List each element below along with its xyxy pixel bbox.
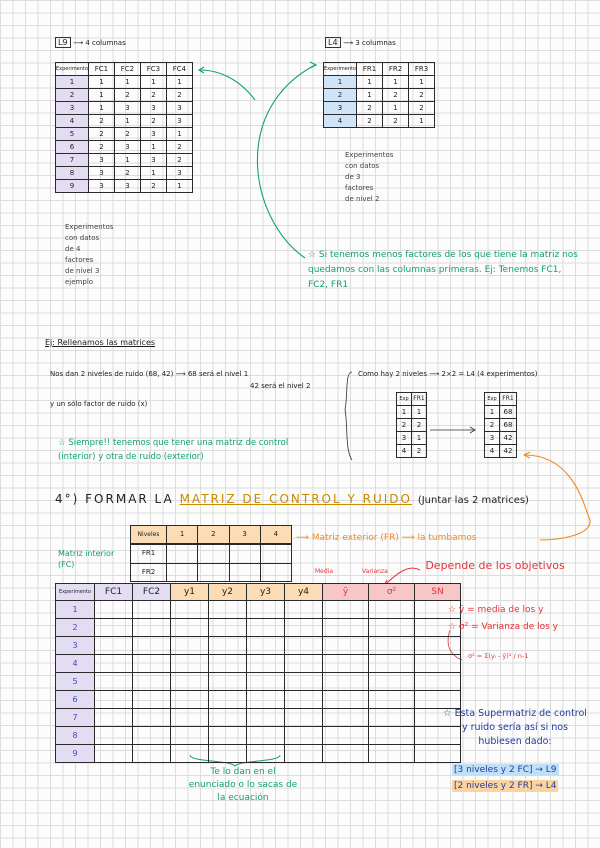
table-cell bbox=[133, 601, 171, 619]
table-cell bbox=[247, 691, 285, 709]
header-cell: ȳ bbox=[323, 584, 369, 601]
table-cell: 2 bbox=[140, 89, 166, 102]
table-cell bbox=[171, 709, 209, 727]
table-cell bbox=[323, 619, 369, 637]
table-cell: 1 bbox=[88, 102, 114, 115]
table-cell bbox=[369, 619, 415, 637]
table-cell: 68 bbox=[500, 419, 517, 432]
inner-matrix-label: Matriz interior (FC) bbox=[58, 549, 115, 569]
header-cell: FC1 bbox=[88, 63, 114, 76]
l9-heading: L9 ⟶ 4 columnas bbox=[55, 38, 126, 47]
table-cell bbox=[171, 655, 209, 673]
table-cell: 1 bbox=[397, 406, 412, 419]
table-row bbox=[485, 445, 517, 458]
table-cell: 2 bbox=[383, 115, 409, 128]
table-cell: 1 bbox=[140, 167, 166, 180]
table-cell bbox=[285, 709, 323, 727]
table-cell: 1 bbox=[166, 128, 192, 141]
table-cell bbox=[209, 691, 247, 709]
l4-label: L4 bbox=[325, 37, 341, 48]
table-cell bbox=[95, 637, 133, 655]
table-cell bbox=[323, 601, 369, 619]
table-cell: 4 bbox=[397, 445, 412, 458]
table-cell bbox=[95, 601, 133, 619]
table-cell: 1 bbox=[324, 76, 357, 89]
table-cell: 4 bbox=[56, 655, 95, 673]
table-cell bbox=[323, 637, 369, 655]
table-cell: 3 bbox=[88, 167, 114, 180]
table-row bbox=[56, 655, 461, 673]
header-cell: FR3 bbox=[409, 63, 435, 76]
table-cell bbox=[209, 709, 247, 727]
table-cell: 3 bbox=[114, 141, 140, 154]
l9-label: L9 bbox=[55, 37, 71, 48]
table-cell: 1 bbox=[140, 76, 166, 89]
table-cell: 4 bbox=[485, 445, 500, 458]
table-cell: 2 bbox=[140, 115, 166, 128]
header-cell: Experimento bbox=[324, 63, 357, 76]
table-cell: 42 bbox=[500, 432, 517, 445]
table-cell bbox=[415, 673, 461, 691]
table-cell: 9 bbox=[56, 745, 95, 763]
table-cell bbox=[247, 709, 285, 727]
header-cell: FR1 bbox=[500, 393, 517, 406]
table-cell: 1 bbox=[140, 141, 166, 154]
depende-note: Depende de los objetivos bbox=[425, 559, 565, 572]
example-title bbox=[45, 338, 155, 347]
table-cell: 3 bbox=[166, 167, 192, 180]
table-cell bbox=[323, 673, 369, 691]
table-row bbox=[397, 406, 427, 419]
table-cell bbox=[209, 619, 247, 637]
table-cell: 5 bbox=[56, 128, 89, 141]
table-cell bbox=[247, 619, 285, 637]
table-cell: 3 bbox=[56, 637, 95, 655]
l9-note: de 4 bbox=[65, 245, 81, 253]
fr-label: FR2 bbox=[131, 563, 167, 582]
table-cell: 68 bbox=[500, 406, 517, 419]
table-cell: 7 bbox=[56, 154, 89, 167]
table-cell: 1 bbox=[357, 76, 383, 89]
header-cell: SN bbox=[415, 584, 461, 601]
smallB-grid bbox=[484, 392, 517, 458]
table-cell bbox=[369, 637, 415, 655]
table-cell: 3 bbox=[88, 154, 114, 167]
variance-formula: σ² = Σ(yᵢ - ȳ)² / n-1 bbox=[468, 652, 529, 660]
table-cell bbox=[171, 691, 209, 709]
table-cell: 1 bbox=[357, 89, 383, 102]
table-cell bbox=[95, 709, 133, 727]
l9-arrow-text: 4 columnas bbox=[85, 39, 126, 47]
table-cell: 9 bbox=[56, 180, 89, 193]
table-cell bbox=[285, 691, 323, 709]
table-cell: 2 bbox=[324, 89, 357, 102]
tip-always: ☆ Siempre!! tenemos que tener una matriz de control (interior) y otra de ruido (exterior) bbox=[58, 438, 289, 462]
header-cell: σ² bbox=[369, 584, 415, 601]
section-number: 4°) bbox=[55, 492, 80, 506]
l4-note: con datos bbox=[345, 162, 380, 170]
l4-note: Experimentos bbox=[345, 151, 394, 159]
table-row bbox=[56, 619, 461, 637]
table-row bbox=[485, 432, 517, 445]
table-cell: 1 bbox=[114, 76, 140, 89]
table-cell: 8 bbox=[56, 727, 95, 745]
table-cell: 2 bbox=[409, 102, 435, 115]
table-cell: 2 bbox=[88, 128, 114, 141]
table-cell bbox=[209, 637, 247, 655]
table-cell bbox=[369, 727, 415, 745]
table-cell: 1 bbox=[166, 180, 192, 193]
bottom-note: Te lo dan en el enunciado o lo sacas de la ecuación bbox=[188, 767, 298, 803]
table-cell: 3 bbox=[88, 180, 114, 193]
level-cell: 1 bbox=[167, 526, 198, 544]
table-cell: 8 bbox=[56, 167, 89, 180]
fr-label: FR1 bbox=[131, 545, 167, 564]
table-row bbox=[56, 727, 461, 745]
table-cell bbox=[171, 637, 209, 655]
table-cell: 3 bbox=[56, 102, 89, 115]
example-title-text: Ej: Rellenamos las matrices bbox=[45, 338, 156, 347]
table-cell: 2 bbox=[56, 89, 89, 102]
section-highlight: MATRIZ DE CONTROL Y RUIDO bbox=[179, 492, 412, 506]
table-cell: 2 bbox=[166, 154, 192, 167]
outer-fr-table bbox=[130, 544, 292, 582]
table-cell: 1 bbox=[409, 76, 435, 89]
table-cell bbox=[209, 655, 247, 673]
header-cell: y2 bbox=[209, 584, 247, 601]
header-cell: y1 bbox=[171, 584, 209, 601]
table-cell: 3 bbox=[140, 102, 166, 115]
table-cell: 2 bbox=[88, 141, 114, 154]
outer-levels-table bbox=[130, 525, 292, 544]
l4-heading: L4 ⟶ 3 columnas bbox=[325, 38, 396, 47]
table-cell bbox=[171, 727, 209, 745]
table-cell bbox=[369, 709, 415, 727]
example-note: Como hay 2 niveles ⟶ 2×2 = L4 (4 experimentos) bbox=[358, 370, 538, 378]
table-cell: 1 bbox=[114, 154, 140, 167]
table-cell: 3 bbox=[166, 115, 192, 128]
header-cell: y4 bbox=[285, 584, 323, 601]
table-cell bbox=[323, 727, 369, 745]
table-cell: 1 bbox=[412, 432, 427, 445]
header-cell: Experimento bbox=[56, 584, 95, 601]
table-row bbox=[56, 637, 461, 655]
table-cell bbox=[95, 619, 133, 637]
case-l4: [2 niveles y 2 FR] → L4 bbox=[454, 781, 557, 791]
table-cell: 2 bbox=[412, 419, 427, 432]
example-line2: y un sólo factor de ruido (x) bbox=[50, 400, 148, 408]
case-l9: [3 niveles y 2 FC] → L9 bbox=[454, 765, 557, 775]
l4-note: de 3 bbox=[345, 173, 361, 181]
table-cell bbox=[285, 637, 323, 655]
header-cell: Exp bbox=[397, 393, 412, 406]
table-cell bbox=[323, 745, 369, 763]
table-row bbox=[397, 432, 427, 445]
table-cell bbox=[285, 727, 323, 745]
table-cell: 3 bbox=[114, 180, 140, 193]
table-row bbox=[56, 709, 461, 727]
table-row bbox=[56, 745, 461, 763]
table-cell: 6 bbox=[56, 141, 89, 154]
table-cell bbox=[133, 691, 171, 709]
table-cell: 1 bbox=[412, 406, 427, 419]
table-cell bbox=[285, 619, 323, 637]
example-line1: Nos dan 2 niveles de ruido (68, 42) ⟶ 68 será el nivel 1 bbox=[50, 370, 249, 378]
table-cell: 2 bbox=[409, 89, 435, 102]
table-cell bbox=[133, 709, 171, 727]
tip-supermatrix: ☆ Esta Supermatriz de control y ruido sería así si nos hubiesen dado: bbox=[443, 708, 587, 747]
table-cell bbox=[285, 673, 323, 691]
outer-matrix-label: ⟶ Matriz exterior (FR) ⟶ la tumbamos bbox=[296, 533, 477, 543]
table-row bbox=[397, 419, 427, 432]
niveles-cell: Niveles bbox=[131, 526, 167, 544]
table-cell: 3 bbox=[114, 102, 140, 115]
table-cell bbox=[415, 637, 461, 655]
level-cell: 3 bbox=[229, 526, 260, 544]
table-cell bbox=[415, 691, 461, 709]
table-row bbox=[397, 445, 427, 458]
table-cell bbox=[285, 655, 323, 673]
table-cell: 1 bbox=[88, 76, 114, 89]
table-cell bbox=[369, 691, 415, 709]
table-cell bbox=[171, 673, 209, 691]
table-cell bbox=[95, 673, 133, 691]
table-cell: 2 bbox=[357, 115, 383, 128]
table-cell bbox=[285, 745, 323, 763]
l4-note: de nivel 2 bbox=[345, 195, 380, 203]
section-pre: FORMAR LA bbox=[85, 492, 174, 506]
table-cell: 2 bbox=[357, 102, 383, 115]
header-cell: Experimento bbox=[56, 63, 89, 76]
table-cell: 2 bbox=[412, 445, 427, 458]
table-cell: 2 bbox=[114, 128, 140, 141]
table-cell bbox=[247, 637, 285, 655]
table-cell: 3 bbox=[397, 432, 412, 445]
table-cell bbox=[247, 745, 285, 763]
table-cell: 2 bbox=[383, 89, 409, 102]
table-cell bbox=[133, 745, 171, 763]
smallA-grid bbox=[396, 392, 427, 458]
table-row bbox=[485, 406, 517, 419]
table-cell bbox=[209, 745, 247, 763]
table-cell bbox=[285, 601, 323, 619]
l9-note: con datos bbox=[65, 234, 100, 242]
table-cell: 2 bbox=[88, 115, 114, 128]
table-cell bbox=[95, 655, 133, 673]
table-cell: 3 bbox=[485, 432, 500, 445]
table-cell: 3 bbox=[140, 128, 166, 141]
header-cell: FR1 bbox=[357, 63, 383, 76]
table-cell bbox=[95, 745, 133, 763]
table-cell bbox=[209, 727, 247, 745]
table-cell: 3 bbox=[324, 102, 357, 115]
table-cell bbox=[133, 655, 171, 673]
table-cell bbox=[415, 655, 461, 673]
table-cell bbox=[171, 601, 209, 619]
table-cell bbox=[133, 727, 171, 745]
table-cell: 1 bbox=[166, 76, 192, 89]
table-row bbox=[56, 601, 461, 619]
level-cell: 2 bbox=[198, 526, 229, 544]
header-cell: y3 bbox=[247, 584, 285, 601]
header-cell: Exp bbox=[485, 393, 500, 406]
main-matrix-grid bbox=[55, 583, 461, 763]
table-cell: 1 bbox=[114, 115, 140, 128]
table-cell bbox=[247, 655, 285, 673]
table-cell: 2 bbox=[166, 141, 192, 154]
header-cell: FR1 bbox=[412, 393, 427, 406]
table-cell: 2 bbox=[114, 89, 140, 102]
table-cell: 6 bbox=[56, 691, 95, 709]
table-cell bbox=[133, 637, 171, 655]
header-cell: FC3 bbox=[140, 63, 166, 76]
table-cell: 5 bbox=[56, 673, 95, 691]
table-row bbox=[485, 419, 517, 432]
table-cell: 2 bbox=[114, 167, 140, 180]
table-cell bbox=[369, 745, 415, 763]
table-cell bbox=[95, 727, 133, 745]
table-cell: 4 bbox=[56, 115, 89, 128]
table-cell: 2 bbox=[166, 89, 192, 102]
table-cell bbox=[247, 673, 285, 691]
section-4-title bbox=[55, 492, 529, 506]
header-cell: FC2 bbox=[133, 584, 171, 601]
table-cell bbox=[209, 673, 247, 691]
header-cell: FC1 bbox=[95, 584, 133, 601]
table-cell: 1 bbox=[383, 76, 409, 89]
table-cell: 1 bbox=[485, 406, 500, 419]
section-post: (Juntar las 2 matrices) bbox=[417, 495, 529, 506]
table-cell: 7 bbox=[56, 709, 95, 727]
header-cell: FC2 bbox=[114, 63, 140, 76]
table-cell bbox=[247, 601, 285, 619]
header-cell: FR2 bbox=[383, 63, 409, 76]
table-cell bbox=[323, 655, 369, 673]
table-row bbox=[56, 691, 461, 709]
table-cell: 2 bbox=[56, 619, 95, 637]
table-cell: 1 bbox=[88, 89, 114, 102]
table-cell: 1 bbox=[56, 76, 89, 89]
table-cell bbox=[171, 745, 209, 763]
table-cell: 1 bbox=[383, 102, 409, 115]
tip-fewer-factors: ☆ Si tenemos menos factores de los que tiene la matriz nos quedamos con las columnas primeras. Ej: Tenemos FC1, FC2, FR1 bbox=[308, 250, 578, 290]
l9-note: ejemplo bbox=[65, 278, 94, 286]
table-cell bbox=[369, 673, 415, 691]
table-cell bbox=[323, 709, 369, 727]
table-cell: 3 bbox=[140, 154, 166, 167]
l9-note: factores bbox=[65, 256, 94, 264]
def-mean: ☆ ȳ = media de los y bbox=[448, 605, 544, 615]
table-cell bbox=[323, 691, 369, 709]
l4-note: factores bbox=[345, 184, 374, 192]
media-label: Media bbox=[315, 568, 334, 575]
table-cell bbox=[133, 673, 171, 691]
l9-note: Experimentos bbox=[65, 223, 114, 231]
table-cell: 2 bbox=[397, 419, 412, 432]
varianza-label: Varianza bbox=[362, 568, 388, 575]
table-cell: 42 bbox=[500, 445, 517, 458]
level-cell: 4 bbox=[260, 526, 291, 544]
l9-note: de nivel 3 bbox=[65, 267, 100, 275]
def-variance: ☆ σ² = Varianza de los y bbox=[448, 622, 558, 632]
table-cell bbox=[209, 601, 247, 619]
table-cell: 2 bbox=[485, 419, 500, 432]
table-row bbox=[56, 673, 461, 691]
example-line1b: 42 será el nivel 2 bbox=[250, 382, 311, 390]
header-cell: FC4 bbox=[166, 63, 192, 76]
l4-arrow-text: 3 columnas bbox=[355, 39, 396, 47]
table-cell: 1 bbox=[409, 115, 435, 128]
table-cell bbox=[133, 619, 171, 637]
table-cell: 3 bbox=[166, 102, 192, 115]
table-cell bbox=[95, 691, 133, 709]
table-cell bbox=[247, 727, 285, 745]
table-cell bbox=[171, 619, 209, 637]
table-cell bbox=[369, 655, 415, 673]
table-cell: 1 bbox=[56, 601, 95, 619]
table-cell: 4 bbox=[324, 115, 357, 128]
table-cell: 2 bbox=[140, 180, 166, 193]
table-cell bbox=[369, 601, 415, 619]
